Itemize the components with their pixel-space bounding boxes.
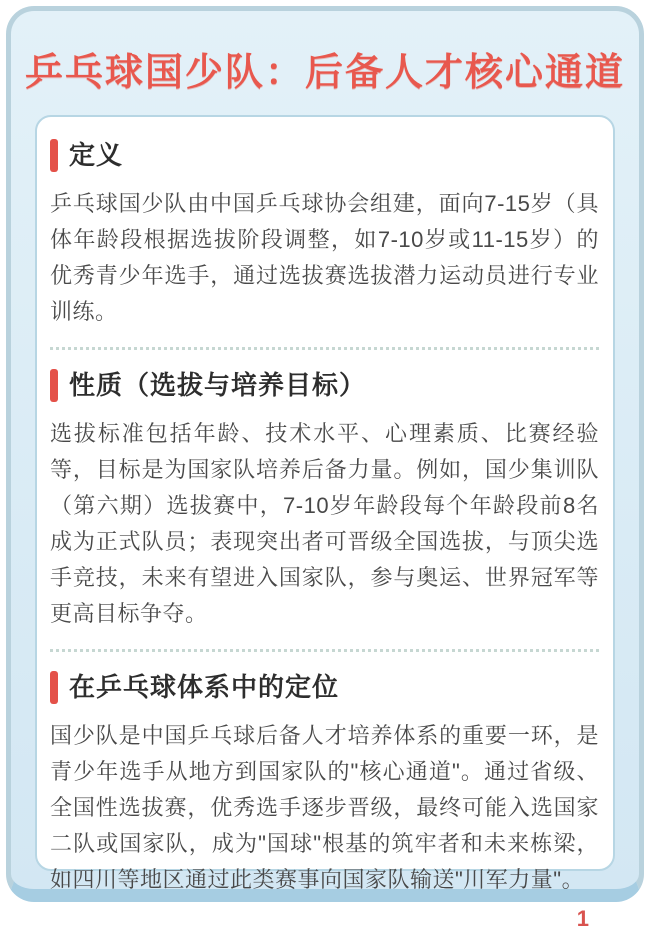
- section-heading-nature: 性质（选拔与培养目标）: [69, 369, 367, 400]
- heading-accent-bar: [50, 369, 58, 402]
- section-heading-position: 在乒乓球体系中的定位: [69, 671, 340, 702]
- section-heading-row: [50, 671, 599, 704]
- section-body-position: 国少队是中国乒乓球后备人才培养体系的重要一环，是青少年选手从地方到国家队的"核心通道"。通过省级、全国性选拔赛，优秀选手逐步晋级，最终可能入选国家二队或国家队，成为"国球"根基的筑牢者和未来栋梁，如四川等地区通过此类赛事向国家队输送"川军力量"。: [50, 723, 599, 892]
- section-heading-row: [50, 139, 599, 172]
- section-heading-row: [50, 369, 599, 402]
- poster-frame: [6, 6, 644, 931]
- dotted-divider: [50, 347, 599, 350]
- content-card: [35, 115, 615, 931]
- section-body-nature: 选拔标准包括年龄、技术水平、心理素质、比赛经验等，目标是为国家队培养后备力量。例如，国少集训队（第六期）选拔赛中，7-10岁年龄段每个年龄段前8名成为正式队员；表现突出者可晋级全国选拔，与顶尖选手竞技，未来有望进入国家队，参与奥运、世界冠军等更高目标争夺。: [50, 421, 599, 626]
- page-number: 1: [576, 906, 589, 931]
- section-body-definition: 乒乓球国少队由中国乒乓球协会组建，面向7-15岁（具体年龄段根据选拔阶段调整，如7-10岁或11-15岁）的优秀青少年选手，通过选拔赛选拔潜力运动员进行专业训练。: [50, 191, 599, 324]
- heading-accent-bar: [50, 671, 58, 704]
- section-heading-definition: 定义: [69, 139, 124, 170]
- section-definition: [50, 139, 599, 330]
- section-nature: [50, 369, 599, 632]
- heading-accent-bar: [50, 139, 58, 172]
- page-title: 乒乓球国少队：后备人才核心通道: [24, 52, 625, 94]
- dotted-divider: [50, 649, 599, 652]
- section-position: [50, 671, 599, 898]
